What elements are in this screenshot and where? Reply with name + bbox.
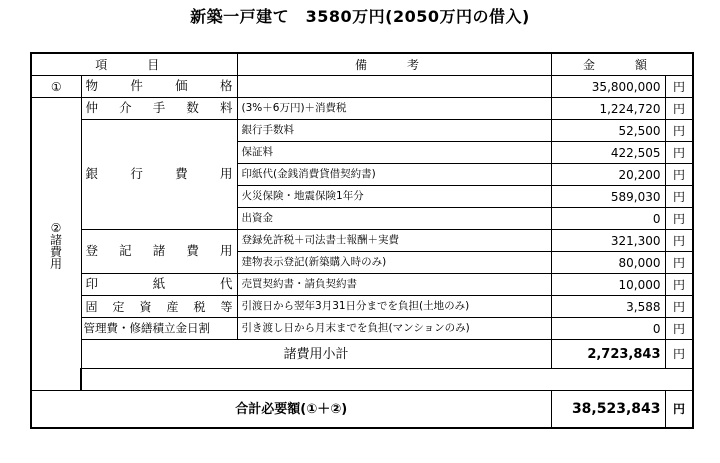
total-amount: 38,523,843 xyxy=(551,391,665,429)
brokerage-note: (3%＋6万円)＋消費税 xyxy=(237,98,551,120)
unit-cell: 円 xyxy=(665,186,693,208)
row-property-price xyxy=(31,76,693,98)
row-total xyxy=(31,391,693,429)
unit-cell: 円 xyxy=(665,391,693,429)
bank-note: 出資金 xyxy=(237,208,551,230)
row-subtotal xyxy=(31,340,693,369)
row-brokerage xyxy=(31,98,693,120)
property-tax-label: 固 定 資 産 税 等 xyxy=(81,296,237,318)
property-tax-amount: 3,588 xyxy=(551,296,665,318)
property-tax-note: 引渡日から翌年3月31日分までを負担(土地のみ) xyxy=(237,296,551,318)
bank-amount: 52,500 xyxy=(551,120,665,142)
row-property-tax xyxy=(31,296,693,318)
stamp-amount: 10,000 xyxy=(551,274,665,296)
bank-amount: 20,200 xyxy=(551,164,665,186)
row-stamp xyxy=(31,274,693,296)
bank-amount: 589,030 xyxy=(551,186,665,208)
header-item: 項 目 xyxy=(31,53,237,76)
unit-cell: 円 xyxy=(665,164,693,186)
bank-note: 銀行手数料 xyxy=(237,120,551,142)
property-price-label: 物 件 価 格 xyxy=(81,76,237,98)
unit-cell: 円 xyxy=(665,340,693,369)
property-price-note xyxy=(237,76,551,98)
category-misc-expenses xyxy=(31,98,81,391)
subtotal-label: 諸費用小計 xyxy=(81,340,551,369)
stamp-label: 印 紙 代 xyxy=(81,274,237,296)
spacer-row xyxy=(31,369,693,391)
spacer-cell xyxy=(81,369,693,391)
property-price-amount: 35,800,000 xyxy=(551,76,665,98)
bank-note: 火災保険・地震保険1年分 xyxy=(237,186,551,208)
registration-amount: 321,300 xyxy=(551,230,665,252)
cost-table xyxy=(30,52,694,429)
management-amount: 0 xyxy=(551,318,665,340)
registration-note: 建物表示登記(新築購入時のみ) xyxy=(237,252,551,274)
unit-cell: 円 xyxy=(665,230,693,252)
unit-cell: 円 xyxy=(665,120,693,142)
unit-cell: 円 xyxy=(665,142,693,164)
row-number: ① xyxy=(31,76,81,98)
bank-label: 銀 行 費 用 xyxy=(81,120,237,230)
bank-note: 保証料 xyxy=(237,142,551,164)
unit-cell: 円 xyxy=(665,274,693,296)
management-label: 管理費・修繕積立金日割 xyxy=(81,318,237,340)
unit-cell: 円 xyxy=(665,76,693,98)
subtotal-amount: 2,723,843 xyxy=(551,340,665,369)
brokerage-label: 仲 介 手 数 料 xyxy=(81,98,237,120)
row-registration-1 xyxy=(31,230,693,252)
registration-note: 登録免許税＋司法書士報酬＋実費 xyxy=(237,230,551,252)
row-management xyxy=(31,318,693,340)
registration-amount: 80,000 xyxy=(551,252,665,274)
header-amount: 金 額 xyxy=(551,53,693,76)
unit-cell: 円 xyxy=(665,296,693,318)
unit-cell: 円 xyxy=(665,208,693,230)
unit-cell: 円 xyxy=(665,318,693,340)
page-title: 新築一戸建て 3580万円(2050万円の借入) xyxy=(190,7,530,26)
bank-amount: 422,505 xyxy=(551,142,665,164)
management-note: 引き渡し日から月末までを負担(マンションのみ) xyxy=(237,318,551,340)
total-label: 合計必要額(①＋②) xyxy=(31,391,551,429)
bank-note: 印紙代(金銭消費貸借契約書) xyxy=(237,164,551,186)
row-bank-1 xyxy=(31,120,693,142)
category-label: ② 諸 費 用 xyxy=(49,221,62,271)
header-note: 備 考 xyxy=(237,53,551,76)
bank-amount: 0 xyxy=(551,208,665,230)
brokerage-amount: 1,224,720 xyxy=(551,98,665,120)
registration-label: 登 記 諸 費 用 xyxy=(81,230,237,274)
unit-cell: 円 xyxy=(665,98,693,120)
unit-cell: 円 xyxy=(665,252,693,274)
stamp-note: 売買契約書・請負契約書 xyxy=(237,274,551,296)
header-row xyxy=(31,53,693,76)
